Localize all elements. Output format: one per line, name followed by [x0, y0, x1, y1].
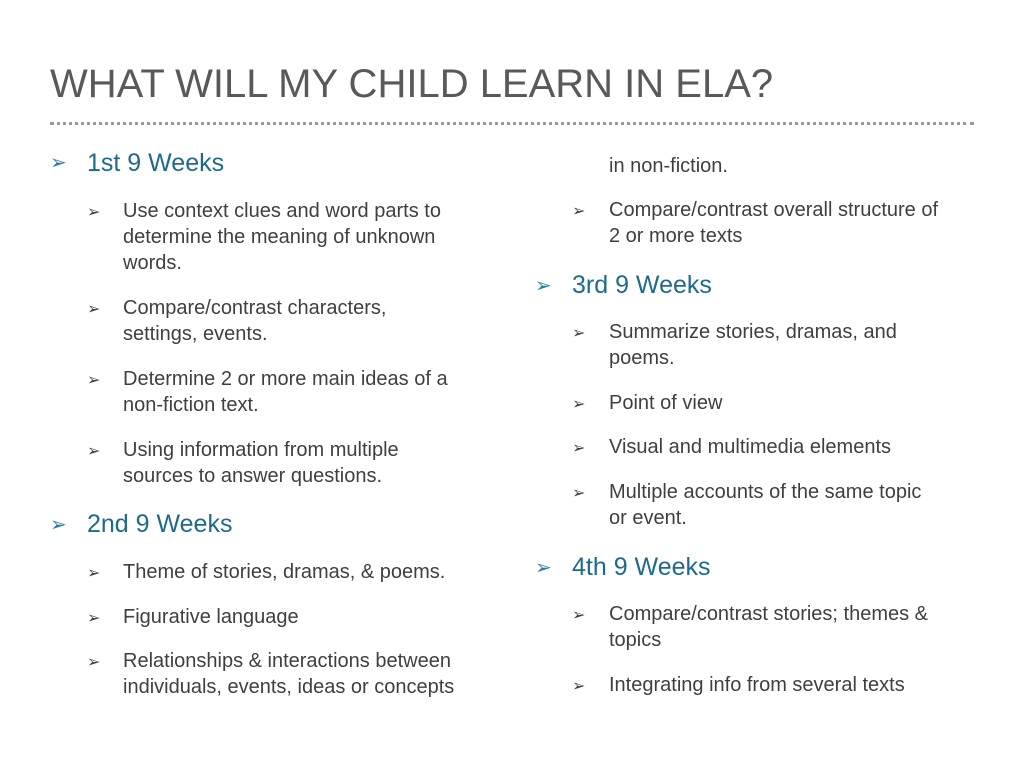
list-item-line: individuals, events, ideas or concepts	[123, 676, 455, 698]
list-item-line: Integrating info from several texts	[609, 674, 905, 696]
bullet-arrow-icon: ➢	[87, 565, 101, 582]
bullet-arrow-icon: ➢	[87, 372, 101, 389]
list-item-line: Using information from multiple	[123, 439, 399, 461]
heading-arrow-icon: ➢	[50, 514, 67, 536]
list-item-line: Summarize stories, dramas, and	[609, 321, 897, 343]
list-item-line: words.	[123, 252, 182, 274]
list-item-line: poems.	[609, 347, 675, 369]
list-item-line: sources to answer questions.	[123, 465, 383, 487]
bullet-arrow-icon: ➢	[87, 301, 101, 318]
heading-arrow-icon: ➢	[535, 557, 552, 579]
list-item-line: or event.	[609, 507, 687, 529]
bullet-arrow-icon: ➢	[572, 203, 586, 220]
slide-title: WHAT WILL MY CHILD LEARN IN ELA?	[50, 62, 774, 106]
heading-arrow-icon: ➢	[50, 152, 67, 174]
heading-arrow-icon: ➢	[535, 275, 552, 297]
list-item-line: Compare/contrast overall structure of	[609, 199, 939, 221]
list-item-line: Use context clues and word parts to	[123, 200, 441, 222]
bullet-arrow-icon: ➢	[87, 204, 101, 221]
list-item-line: Relationships & interactions between	[123, 650, 451, 672]
list-item-line: 2 or more texts	[609, 225, 743, 247]
bullet-arrow-icon: ➢	[87, 654, 101, 671]
bullet-arrow-icon: ➢	[87, 443, 101, 460]
list-item-line: determine the meaning of unknown	[123, 226, 436, 248]
bullet-arrow-icon: ➢	[572, 440, 586, 457]
list-item-line: in non-fiction.	[609, 155, 728, 177]
list-item-line: Determine 2 or more main ideas of a	[123, 368, 448, 390]
list-item-line: Figurative language	[123, 606, 299, 628]
heading-q1: 1st 9 Weeks	[87, 149, 225, 177]
list-item-line: topics	[609, 629, 662, 651]
list-item-line: Multiple accounts of the same topic	[609, 481, 922, 503]
list-item-line: Theme of stories, dramas, & poems.	[123, 561, 446, 583]
bullet-arrow-icon: ➢	[572, 607, 586, 624]
heading-q2: 2nd 9 Weeks	[87, 510, 233, 538]
list-item-line: Point of view	[609, 392, 723, 414]
heading-q3: 3rd 9 Weeks	[572, 271, 712, 299]
dotted-divider	[50, 122, 974, 125]
bullet-arrow-icon: ➢	[87, 610, 101, 627]
bullet-arrow-icon: ➢	[572, 396, 586, 413]
list-item-line: Visual and multimedia elements	[609, 436, 892, 458]
list-item-line: Compare/contrast characters,	[123, 297, 387, 319]
bullet-arrow-icon: ➢	[572, 325, 586, 342]
heading-q4: 4th 9 Weeks	[572, 553, 711, 581]
list-item-line: settings, events.	[123, 323, 268, 345]
bullet-arrow-icon: ➢	[572, 485, 586, 502]
list-item-line: non-fiction text.	[123, 394, 259, 416]
list-item-line: Compare/contrast stories; themes &	[609, 603, 929, 625]
bullet-arrow-icon: ➢	[572, 678, 586, 695]
